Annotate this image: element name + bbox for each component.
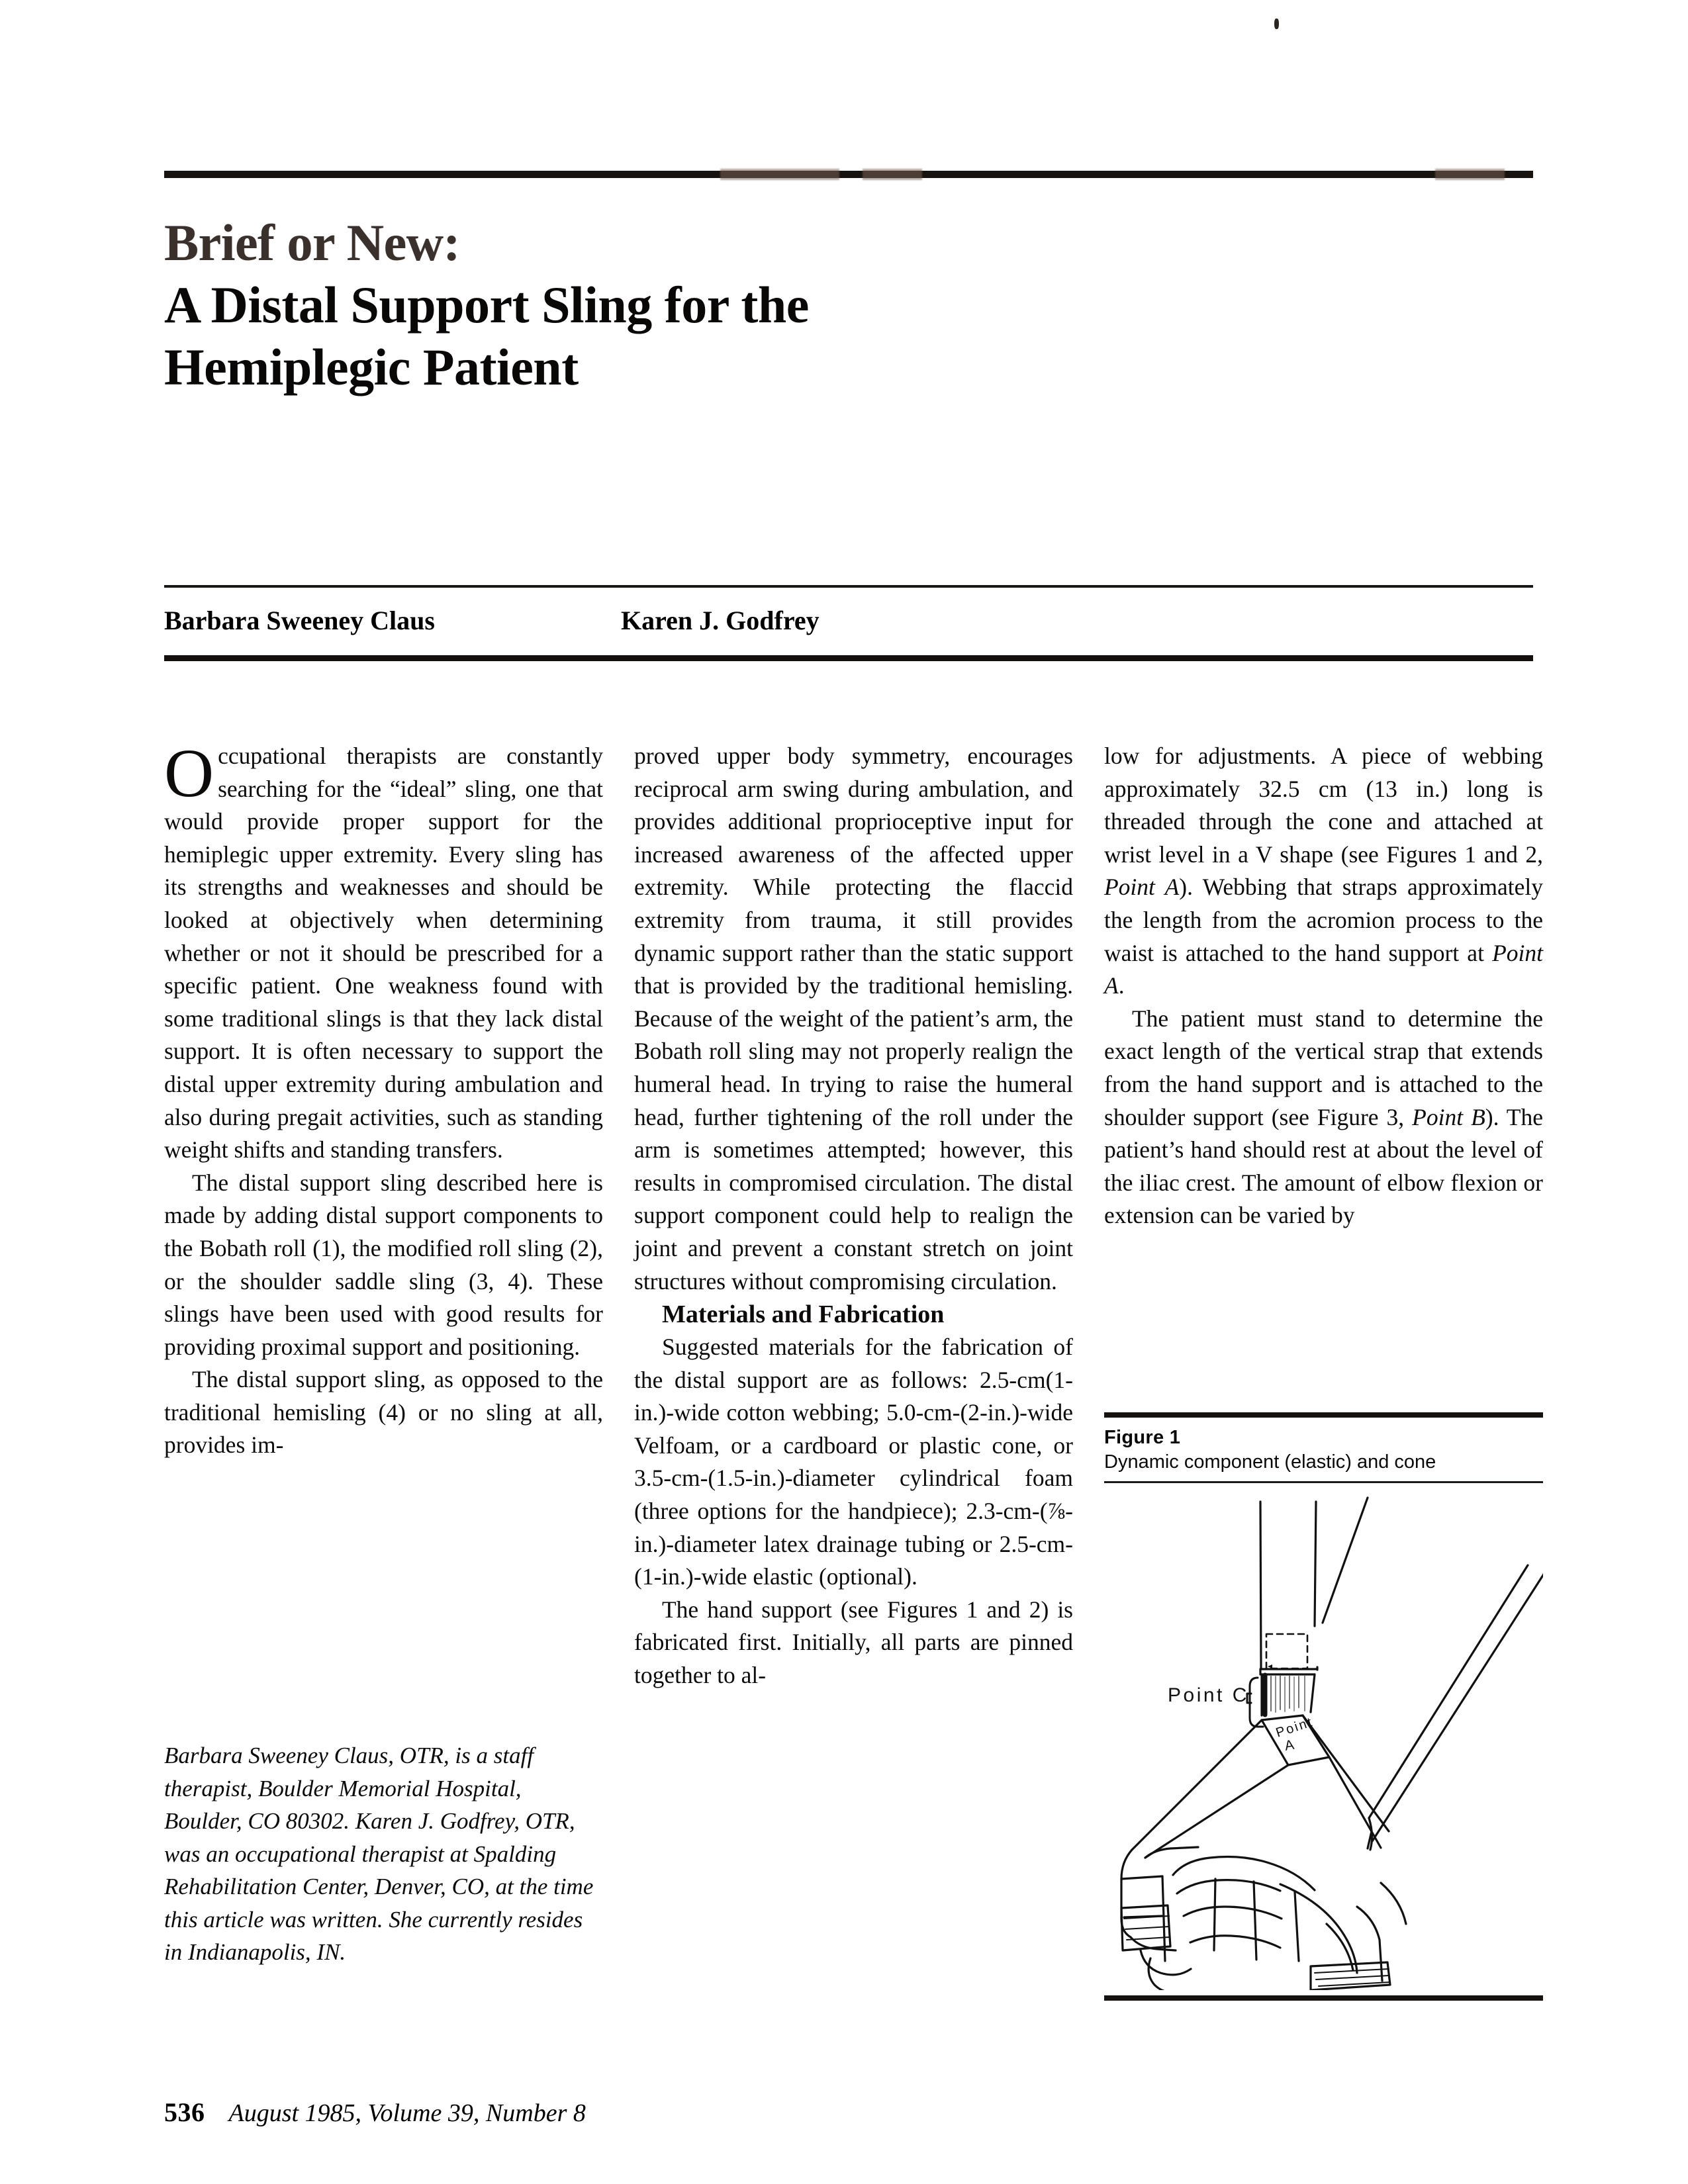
- figure-rule-mid: [1104, 1481, 1543, 1483]
- figure-1: [1104, 1412, 1543, 2001]
- paragraph-7-seg-2: ). Webbing that straps approximately the length from the acromion process to the waist is attached to the hand support at: [1104, 874, 1543, 966]
- byline-rule-top: [164, 585, 1533, 588]
- paragraph-8-seg-1: The patient must stand to determine the exact length of the vertical strap that extends from the hand support and is attached to the shoulder support (see Figure 3,: [1104, 1005, 1543, 1130]
- column-2: [634, 740, 1073, 1692]
- author-name-1: Barbara Sweeney Claus: [164, 606, 435, 635]
- column-3: [1104, 740, 1543, 1232]
- page-footer: [164, 2097, 959, 2128]
- page-number: 536: [164, 2097, 205, 2127]
- scan-speck: [1274, 19, 1279, 29]
- annotation-point-a-line1: Point: [1274, 1714, 1315, 1741]
- paragraph-1-text: ccupational therapists are constantly searching for the “ideal” sling, one that would provide proper support for the hemiplegic upper extremity. Every sling has its strengths and weaknesses and should be looked at objectively when determining whether or not it should be prescribed for a specific patient. One weakness found with some traditional slings is that they lack distal support. It is often necessary to support the distal upper extremity during ambulation and also during pregait activities, such as standing weight shifts and standing transfers.: [164, 743, 603, 1163]
- point-a-reference-2: Point A: [1104, 939, 1543, 999]
- point-a-reference-1: Point A: [1104, 874, 1180, 901]
- figure-caption: [1104, 1426, 1543, 1475]
- hand-and-cone-line-drawing: [1104, 1487, 1543, 1990]
- issue-info: August 1985, Volume 39, Number 8: [228, 2099, 586, 2127]
- figure-rule-top: [1104, 1412, 1543, 1418]
- annotation-point-a-line2: A: [1283, 1737, 1295, 1754]
- paragraph-1: [164, 735, 603, 1167]
- figure-description: Dynamic component (elastic) and cone: [1104, 1451, 1436, 1473]
- byline-rule-bottom: [164, 655, 1533, 661]
- column-1: [164, 735, 603, 1462]
- annotation-point-c: Point C: [1168, 1684, 1249, 1706]
- scan-smudge: [720, 169, 839, 180]
- figure-rule-bottom: [1104, 1995, 1543, 2001]
- title-line-1: Brief or New:: [164, 214, 460, 271]
- scan-smudge: [863, 169, 922, 180]
- author-bio-text: Barbara Sweeney Claus, OTR, is a staff therapist, Boulder Memorial Hospital, Boulder, CO 80302. Karen J. Godfrey, OTR, was an occupational therapist at Spalding Rehabilitation Center, Denver, CO, at the time this article was written. She currently resides in Indianapolis, IN.: [164, 1743, 594, 1965]
- point-b-reference: Point B: [1412, 1103, 1485, 1130]
- paragraph-8-seg-2: ). The patient’s hand should rest at about the level of the iliac crest. The amount of elbow flexion or extension can be varied by: [1104, 1103, 1544, 1229]
- paragraph-5: Suggested materials for the fabrication of the distal support are as follows: 2.5-cm(1-in.)-wide cotton webbing; 5.0-cm-(2-in.)-wide Velfoam, or a cardboard or plastic cone, or 3.5-cm-(1.5-in.)-diameter cylindrical foam (three options for the handpiece); 2.3-cm-(⅞-in.)-diameter latex drainage tubing or 2.5-cm-(1-in.)-wide elastic (optional).: [634, 1334, 1073, 1590]
- paragraph-6: The hand support (see Figures 1 and 2) is fabricated first. Initially, all parts are pinned together to al-: [634, 1596, 1073, 1689]
- figure-label: Figure 1: [1104, 1427, 1181, 1448]
- section-heading-materials: Materials and Fabrication: [662, 1300, 945, 1329]
- paragraph-4: proved upper body symmetry, encourages reciprocal arm swing during ambulation, and provides additional proprioceptive input for increased awareness of the affected upper extremity. While protecting the flaccid extremity from trauma, it still provides dynamic support rather than the static support that is provided by the traditional hemisling. Because of the weight of the patient’s arm, the Bobath roll sling may not properly realign the humeral head. In trying to raise the humeral head, further tightening of the roll under the arm is sometimes attempted; however, this results in compromised circulation. The distal support component could help to realign the joint and prevent a constant stretch on joint structures without compromising circulation.: [634, 743, 1073, 1295]
- page-title: [164, 212, 1488, 398]
- title-line-3: Hemiplegic Patient: [164, 338, 579, 396]
- paragraph-8: [1104, 1003, 1543, 1232]
- title-line-2: A Distal Support Sling for the: [164, 276, 809, 334]
- author-bio: [164, 1739, 603, 1969]
- drop-cap: O: [164, 735, 214, 811]
- scan-smudge: [1435, 169, 1505, 180]
- paragraph-3: The distal support sling, as opposed to the traditional hemisling (4) or no sling at all, provides im-: [164, 1366, 603, 1459]
- header-rule: [164, 171, 1533, 178]
- paragraph-2: The distal support sling described here is made by adding distal support components to the Bobath roll (1), the modified roll sling (2), or the shoulder saddle sling (3, 4). These slings have been used with good results for providing proximal support and positioning.: [164, 1169, 603, 1360]
- paragraph-7: [1104, 740, 1543, 1003]
- figure-illustration: [1104, 1487, 1543, 1990]
- paragraph-7-seg-3: .: [1118, 972, 1125, 999]
- paragraph-7-seg-1: low for adjustments. A piece of webbing approximately 32.5 cm (13 in.) long is threaded through the cone and attached at wrist level in a V shape (see Figures 1 and 2,: [1104, 743, 1543, 868]
- author-name-2: Karen J. Godfrey: [621, 606, 820, 635]
- byline: [164, 604, 1533, 647]
